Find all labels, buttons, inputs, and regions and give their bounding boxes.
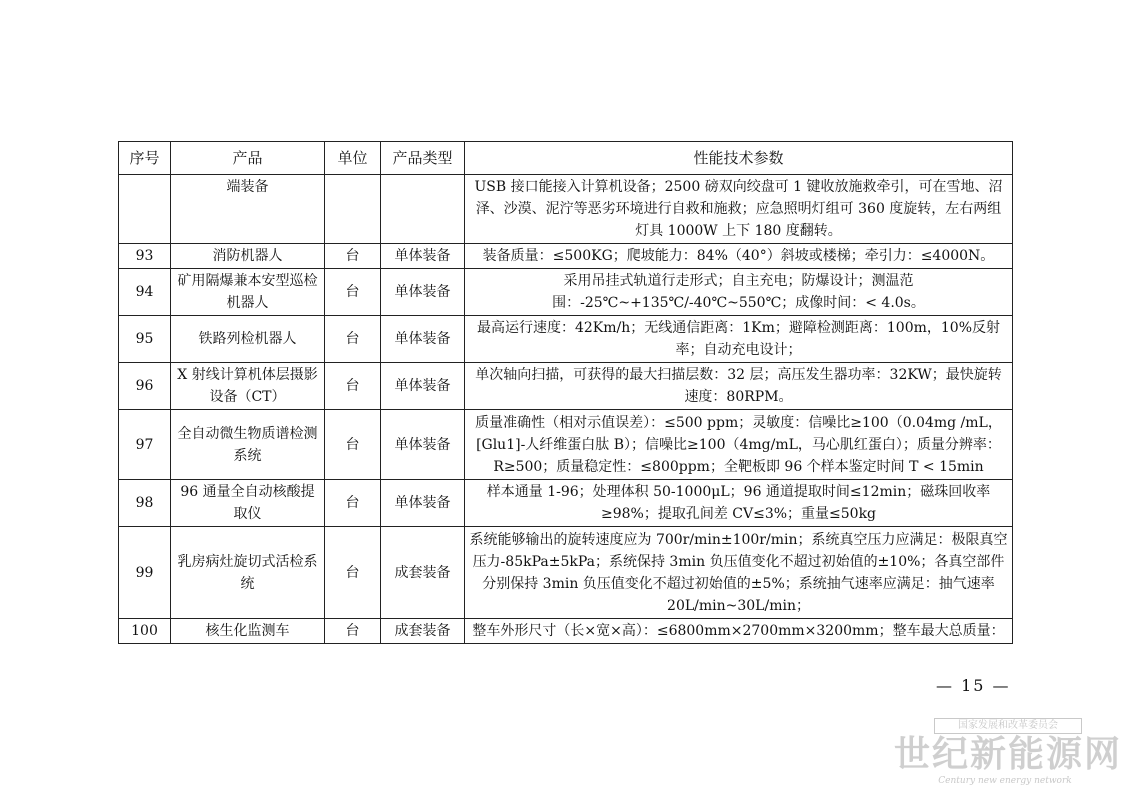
cell-params: 样本通量 1-96；处理体积 50-1000μL；96 通道提取时间≤12min；磁珠回收率≥98%；提取孔间差 CV≤3%；重量≤50kg <box>465 480 1013 527</box>
page-number: — 15 — <box>936 676 1011 695</box>
cell-params: 系统能够输出的旋转速度应为 700r/min±100r/min；系统真空压力应满足：极限真空压力-85kPa±5kPa；系统保持 3min 负压值变化不超过初始值的±10%；各真空部件分别保持 3min 负压值变化不超过初始值的±5%；系统抽气速率应满足：抽气速率 20L/min~30L/min； <box>465 527 1013 619</box>
cell-type: 单体装备 <box>381 244 465 269</box>
cell-unit: 台 <box>325 480 381 527</box>
header-type: 产品类型 <box>381 142 465 175</box>
cell-product: 矿用隔爆兼本安型巡检机器人 <box>171 269 325 316</box>
table-row <box>119 316 1013 363</box>
cell-params: USB 接口能接入计算机设备；2500 磅双向绞盘可 1 键收放施救牵引，可在雪地、沼泽、沙漠、泥泞等恶劣环境进行自救和施救；应急照明灯组可 360 度旋转，左右两组灯具 1000W 上下 180 度翻转。 <box>465 175 1013 244</box>
table-row <box>119 175 1013 244</box>
cell-product: 全自动微生物质谱检测系统 <box>171 410 325 480</box>
cell-no: 99 <box>119 527 171 619</box>
cell-no: 97 <box>119 410 171 480</box>
cell-unit <box>325 175 381 244</box>
cell-product: 核生化监测车 <box>171 619 325 644</box>
cell-product: 铁路列检机器人 <box>171 316 325 363</box>
table-row <box>119 269 1013 316</box>
table-row <box>119 363 1013 410</box>
header-params: 性能技术参数 <box>465 142 1013 175</box>
header-product: 产品 <box>171 142 325 175</box>
cell-unit: 台 <box>325 269 381 316</box>
cell-no: 96 <box>119 363 171 410</box>
cell-unit: 台 <box>325 410 381 480</box>
cell-type: 单体装备 <box>381 269 465 316</box>
cell-no: 93 <box>119 244 171 269</box>
cell-unit: 台 <box>325 527 381 619</box>
cell-no: 94 <box>119 269 171 316</box>
cell-no: 100 <box>119 619 171 644</box>
table-row <box>119 480 1013 527</box>
cell-params: 整车外形尺寸（长×宽×高）：≤6800mm×2700mm×3200mm；整车最大总质量： <box>465 619 1013 644</box>
cell-params: 装备质量：≤500KG；爬坡能力：84%（40°）斜坡或楼梯；牵引力：≤4000N。 <box>465 244 1013 269</box>
cell-unit: 台 <box>325 316 381 363</box>
cell-type: 成套装备 <box>381 619 465 644</box>
table-row <box>119 244 1013 269</box>
watermark-english-text: Century new energy network <box>938 776 1072 786</box>
table-row <box>119 527 1013 619</box>
header-unit: 单位 <box>325 142 381 175</box>
cell-product: 乳房病灶旋切式活检系统 <box>171 527 325 619</box>
cell-type <box>381 175 465 244</box>
cell-no <box>119 175 171 244</box>
cell-unit: 台 <box>325 363 381 410</box>
cell-product: 消防机器人 <box>171 244 325 269</box>
table-header-row <box>119 142 1013 175</box>
cell-product: 96 通量全自动核酸提取仪 <box>171 480 325 527</box>
table-row <box>119 410 1013 480</box>
cell-type: 单体装备 <box>381 480 465 527</box>
cell-no: 95 <box>119 316 171 363</box>
watermark-small-text: 国家发展和改革委员会 <box>934 718 1082 734</box>
cell-params: 质量准确性（相对示值误差）：≤500 ppm；灵敏度：信噪比≥100（0.04mg /mL，[Glu1]-人纤维蛋白肽 B）；信噪比≥100（4mg/mL，马心肌红蛋白）；质量分辨率：R≥500；质量稳定性：≤800ppm；全靶板即 96 个样本鉴定时间 T < 15min <box>465 410 1013 480</box>
cell-params: 最高运行速度：42Km/h；无线通信距离：1Km；避障检测距离：100m，10%反射率；自动充电设计； <box>465 316 1013 363</box>
cell-product: X 射线计算机体层摄影设备（CT） <box>171 363 325 410</box>
spec-table <box>118 141 1013 644</box>
header-no: 序号 <box>119 142 171 175</box>
watermark-logo-text: 世纪新能源网 <box>894 734 1122 775</box>
cell-unit: 台 <box>325 244 381 269</box>
cell-type: 单体装备 <box>381 363 465 410</box>
cell-type: 单体装备 <box>381 410 465 480</box>
cell-no: 98 <box>119 480 171 527</box>
cell-type: 成套装备 <box>381 527 465 619</box>
cell-unit: 台 <box>325 619 381 644</box>
cell-type: 单体装备 <box>381 316 465 363</box>
cell-params: 采用吊挂式轨道行走形式；自主充电；防爆设计；测温范围：-25℃~+135℃/-40℃~550℃；成像时间：< 4.0s。 <box>465 269 1013 316</box>
cell-product: 端装备 <box>171 175 325 244</box>
cell-params: 单次轴向扫描，可获得的最大扫描层数：32 层；高压发生器功率：32KW；最快旋转速度：80RPM。 <box>465 363 1013 410</box>
table-row <box>119 619 1013 644</box>
